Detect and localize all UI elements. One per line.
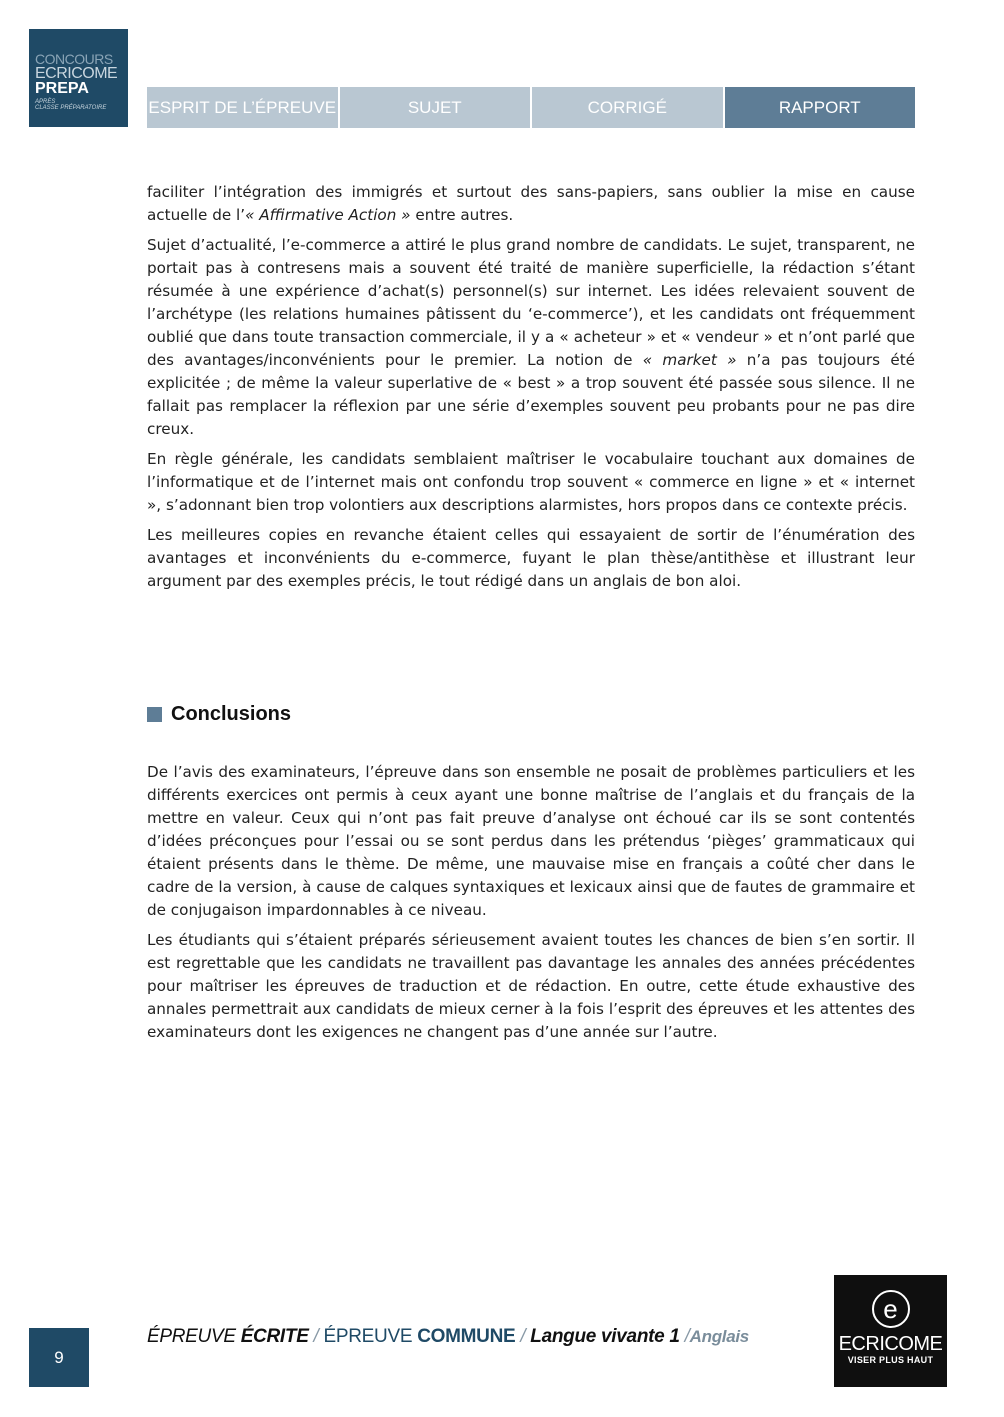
- paragraph: En règle générale, les candidats semblaient maîtriser le vocabulaire touchant aux domaines de l’informatique et de l’internet mais ont confondu trop souvent « commerce en ligne » et « internet », s’adonnant bien trop volontiers aux descriptions alarmistes, hors propos dans ce contexte précis.: [147, 450, 915, 514]
- logo-line-classe: CLASSE PRÉPARATOIRE: [35, 105, 107, 111]
- footer-breadcrumb: [147, 1326, 749, 1352]
- section-heading: [147, 700, 291, 728]
- footer-anglais: Anglais: [689, 1327, 749, 1346]
- conclusions-body: [147, 761, 915, 1051]
- logo-line-apres: APRÈS: [35, 99, 56, 105]
- tab-corrige[interactable]: CORRIGÉ: [532, 87, 723, 128]
- footer-epreuve2: ÉPREUVE: [323, 1326, 418, 1347]
- paragraph: [147, 181, 915, 227]
- page-number: 9: [29, 1328, 89, 1387]
- footer-langue: Langue vivante 1: [530, 1326, 680, 1347]
- paragraph: De l’avis des examinateurs, l’épreuve dans son ensemble ne posait de problèmes particuliers et les différents exercices ont permis à ceux ayant une bonne maîtrise de l’anglais et du français de la mettre en valeur. Ceux qui n’ont pas fait preuve d’analyse ont échoué car ils se sont contentés d’idées préconçues pour l’essai ou se sont perdus dans les prétendus ‘pièges’ grammaticaux qui étaient présents dans le thème. De même, une mauvaise mise en français a coûté cher dans le cadre de la version, à cause de calques syntaxiques et lexicaux ainsi que de fautes de grammaire et de conjugaison impardonnables à ce niveau.: [147, 763, 915, 919]
- square-bullet-icon: [147, 707, 162, 722]
- logo-line-concours: CONCOURS: [35, 51, 113, 67]
- section-tabs: [147, 87, 915, 128]
- tab-rapport[interactable]: RAPPORT: [725, 87, 916, 128]
- tab-sujet[interactable]: SUJET: [340, 87, 531, 128]
- text: Sujet d’actualité, l’e-commerce a attiré le plus grand nombre de candidats. Le sujet, transparent, ne portait pas à contresens mais a souvent été traité de manière superficielle, la rédaction s’étant résumée à une expérience d’achat(s) personnel(s) sur internet. Les idées relevaient souvent de l’archétype (les relations humaines pâtissent du ‘e-commerce’), et les candidats ont fréquemment oublié que dans toute transaction commerciale, il y a « acheteur » et « vendeur » et n’ont parlé que des avantages/inconvénients pour le premier. La notion de: [147, 236, 915, 369]
- logo-tagline: VISER PLUS HAUT: [847, 1355, 934, 1365]
- logo-line-ecricome: ECRICOME: [35, 65, 118, 82]
- logo-line-prepa: PREPA: [35, 80, 89, 97]
- ecricome-e-icon: e: [872, 1290, 910, 1328]
- report-body: [147, 181, 915, 600]
- paragraph: Les meilleures copies en revanche étaient celles qui essayaient de sortir de l’énumération des avantages et inconvénients du e-commerce, fuyant le plan thèse/antithèse et illustrant leur argument par des exemples précis, le tout rédigé dans un anglais de bon aloi.: [147, 526, 915, 590]
- footer-separator: /: [308, 1326, 324, 1347]
- footer-commune: COMMUNE: [417, 1326, 516, 1347]
- footer-epreuve: ÉPREUVE: [147, 1326, 241, 1347]
- section-heading-label: Conclusions: [171, 702, 292, 725]
- text: n’a pas toujours été explicitée ; de même la valeur superlative de « best » a trop souvent été passée sous silence. Il ne fallait pas remplacer la réflexion par une série d’exemples souvent peu probants pour ne pas dire creux.: [147, 351, 915, 438]
- footer-ecrite: ÉCRITE: [240, 1326, 309, 1347]
- paragraph: Les étudiants qui s’étaient préparés sérieusement avaient toutes les chances de bien s’en sortir. Il est regrettable que les candidats ne travaillent pas davantage les annales des années précédentes pour maîtriser les épreuves de traduction et de rédaction. En outre, cette étude exhaustive des annales permettrait aux candidats de mieux cerner à la fois l’esprit des épreuves et les attentes des examinateurs dont les exigences ne changent pas d’une année sur l’autre.: [147, 931, 915, 1041]
- ecricome-prepa-logo: [29, 29, 128, 127]
- footer-separator: /: [515, 1326, 531, 1347]
- tab-esprit[interactable]: ESPRIT DE L’ÉPREUVE: [147, 87, 338, 128]
- text-italic: « Affirmative Action »: [245, 206, 411, 224]
- paragraph: [147, 234, 915, 441]
- text: faciliter l’intégration des immigrés et surtout des sans-papiers, sans oublier la mise en cause actuelle de l’: [147, 183, 915, 224]
- footer-separator: /: [679, 1326, 690, 1347]
- text-italic: « market »: [642, 351, 737, 369]
- logo-name: ECRICOME: [838, 1333, 943, 1355]
- ecricome-logo: [834, 1275, 947, 1387]
- text: entre autres.: [410, 206, 514, 224]
